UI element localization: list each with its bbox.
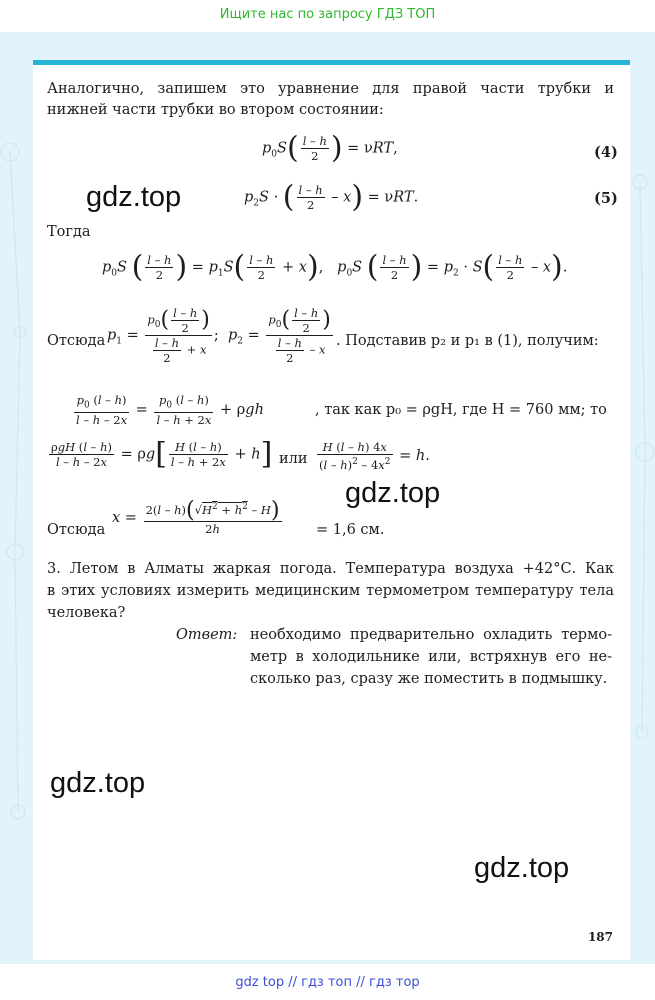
intro-line-1: Аналогично, запишем это уравнение для правой части трубки и (47, 81, 614, 97)
equation-quadratic: $\frac{H (l - h) 4x}{(l - h)^2 - 4x^2}$ = h. (319, 440, 430, 472)
page-number: 187 (587, 930, 613, 944)
intro-line-2: нижней части трубки во втором состоянии: (47, 102, 384, 118)
then-label: Тогда (47, 224, 91, 240)
hence-label-1: Отсюда (47, 333, 106, 349)
watermark-1: gdz.top (86, 181, 182, 213)
watermark-2: gdz.top (345, 477, 441, 509)
watermark-3: gdz.top (50, 767, 146, 799)
equation-rho-g: $\frac{\text{ρgH (l – h)}}{l - h - 2x}$ = ρg[ $\frac{H (l - h)}{l - h + 2x}$ + h] (51, 436, 273, 472)
since-text: , так как p₀ = ρgH, где H = 760 мм; то (315, 402, 607, 418)
problem-3-line-3: человека? (47, 605, 126, 621)
answer-line-2: метр в холодильнике или, встряхнув его не- (250, 649, 612, 665)
watermark-4: gdz.top (474, 852, 570, 884)
equation-4-number: (4) (594, 144, 618, 161)
top-banner: Ищите нас по запросу ГДЗ ТОП (219, 7, 436, 22)
answer-line-1: необходимо предварительно охладить термо- (250, 627, 612, 643)
problem-3-line-1: 3. Летом в Алматы жаркая погода. Температура воздуха +42°С. Как (47, 561, 614, 577)
hence-label-2: Отсюда (47, 522, 106, 538)
equation-5-number: (5) (594, 190, 618, 207)
footer-links[interactable]: gdz top // гдз топ // гдз тор (235, 975, 420, 990)
equation-p1-p2: $p_1$ = $p_0$( $\frac{l - h}{2}$ ) $\frac{l - h}{2}$ + x ; $p_2$ = $p_0$( $\frac{l - h}{2}$ ) $\frac{l - h}{2}$ – x (107, 306, 331, 365)
equation-5: $p_2S$ · ( $\frac{l - h}{2}$ – x) = νRT. (244, 179, 419, 215)
equation-4: $p_0S$( $\frac{l - h}{2}$ ) = νRT, (262, 130, 398, 166)
problem-3-line-2: в этих условиях измерить медицинским термометром температуру тела (47, 583, 614, 599)
result-text: = 1,6 см. (316, 522, 385, 538)
answer-line-3: сколько раз, сразу же поместить в подмышку. (250, 671, 608, 687)
or-label: или (279, 451, 308, 467)
substitute-text: . Подставив p₂ и p₁ в (1), получим: (336, 333, 599, 349)
header-rule (33, 60, 630, 65)
answer-label: Ответ: (176, 627, 238, 643)
equation-pressure-balance: $\frac{p_0 (l - h)}{l - h - 2x}$ = $\frac{p_0 (l - h)}{l - h + 2x}$ + ρgh (76, 393, 264, 428)
equation-x-solution: x = $\frac{2(l - h)(√H^2 + h^2 - H)}{2h}$ (112, 497, 280, 536)
equation-pair: $p_0S$ ( $\frac{l - h}{2}$ ) = $p_1S$( $\frac{l - h}{2}$ + x), $p_0S$ ( $\frac{l - h}{2}$ ) = $p_2 \cdot S$( $\frac{l - h}{2}$ – x). (102, 249, 568, 285)
